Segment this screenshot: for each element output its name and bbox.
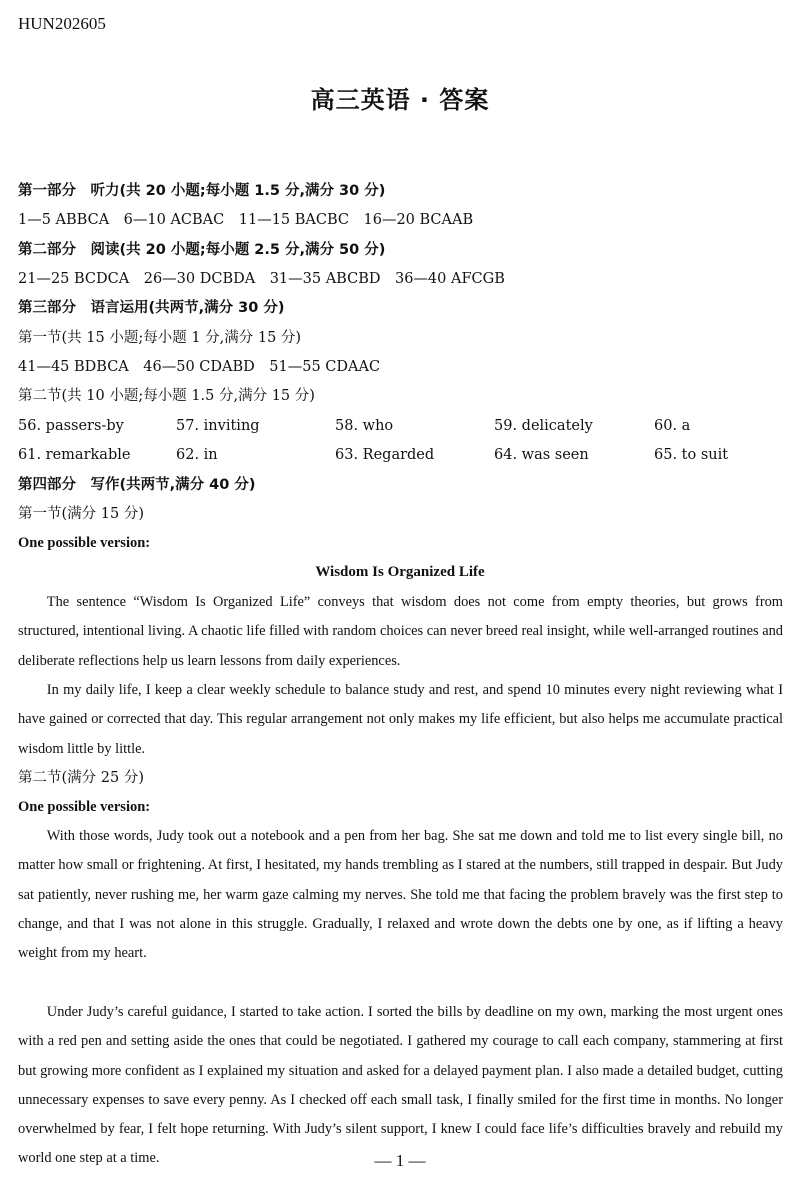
part1-heading: 第一部分 听力(共 20 小题;每小题 1.5 分,满分 30 分) xyxy=(18,183,386,199)
page-title: 高三英语 · 答案 xyxy=(310,86,490,114)
page-number: — 1 — xyxy=(374,1151,426,1170)
part4-section1-heading: 第一节(满分 15 分) xyxy=(18,506,144,522)
part3-section1-answers: 41—45 BDBCA 46—50 CDABD 51—55 CDAAC xyxy=(18,359,381,375)
essay-title: Wisdom Is Organized Life xyxy=(315,564,485,580)
part1-answers: 1—5 ABBCA 6—10 ACBAC 11—15 BACBC 16—20 BCAAB xyxy=(18,212,474,228)
version-label-1: One possible version: xyxy=(18,535,151,551)
fill-answer: 60. a xyxy=(654,418,691,434)
version-label-2: One possible version: xyxy=(18,799,151,815)
fill-answer: 64. was seen xyxy=(494,447,589,463)
part3-section2-heading: 第二节(共 10 小题;每小题 1.5 分,满分 15 分) xyxy=(18,388,315,404)
fill-answers-row-1 xyxy=(18,416,782,436)
fill-answer: 65. to suit xyxy=(654,447,729,463)
fill-answer: 56. passers-by xyxy=(18,418,124,434)
document-code: HUN202605 xyxy=(18,14,106,33)
part4-heading: 第四部分 写作(共两节,满分 40 分) xyxy=(18,477,256,493)
essay-paragraph: In my daily life, I keep a clear weekly schedule to balance study and rest, and spend 10 minutes every night reviewing what I have gained or corrected that day. This regular arrangement not only makes my life efficient, but also helps me accumulate practical wisdom little by little. xyxy=(18,682,783,757)
essay-paragraph: The sentence “Wisdom Is Organized Life” conveys that wisdom does not come from empty theories, but grows from structured, intentional living. A chaotic life filled with random choices can never breed real insight, while well-arranged routines and deliberate reflections help us learn lessons from daily experiences. xyxy=(18,594,783,669)
fill-answer: 57. inviting xyxy=(176,418,260,434)
fill-answer: 62. in xyxy=(176,447,218,463)
part3-heading: 第三部分 语言运用(共两节,满分 30 分) xyxy=(18,300,285,316)
story-paragraph: With those words, Judy took out a notebook and a pen from her bag. She sat me down and told me to list every single bill, no matter how small or frightening. At first, I hesitated, my hands trembling as I stared at the numbers, still trapped in despair. But Judy sat patiently, never rushing me, her warm gaze calming my nerves. She told me that facing the problem bravely was the first step to change, and that I was not alone in this struggle. Gradually, I relaxed and wrote down the debts one by one, as if lifting a heavy weight from my heart. xyxy=(18,828,783,962)
fill-answer: 61. remarkable xyxy=(18,447,131,463)
part2-heading: 第二部分 阅读(共 20 小题;每小题 2.5 分,满分 50 分) xyxy=(18,242,386,258)
fill-answers-row-2 xyxy=(18,445,782,465)
fill-answer: 58. who xyxy=(335,418,394,434)
part2-answers: 21—25 BCDCA 26—30 DCBDA 31—35 ABCBD 36—40 AFCGB xyxy=(18,271,505,287)
fill-answer: 59. delicately xyxy=(494,418,593,434)
part3-section1-heading: 第一节(共 15 小题;每小题 1 分,满分 15 分) xyxy=(18,330,302,346)
fill-answer: 63. Regarded xyxy=(335,447,435,463)
story-paragraph: Under Judy’s careful guidance, I started to take action. I sorted the bills by deadline on my own, marking the most urgent ones with a red pen and setting aside the ones that could be negotiated. I gathered my courage to call each company, stammering at first but growing more confident as I explained my situation and asked for a delayed payment plan. I also made a detailed budget, cutting unnecessary expenses to save every penny. As I checked off each small task, I finally smiled for the first time in months. No longer overwhelmed by fear, I felt hope returning. With Judy’s silent support, I knew I could face life’s difficulties bravely and rebuild my world one step at a time. xyxy=(18,1004,783,1167)
part4-section2-heading: 第二节(满分 25 分) xyxy=(18,770,144,786)
